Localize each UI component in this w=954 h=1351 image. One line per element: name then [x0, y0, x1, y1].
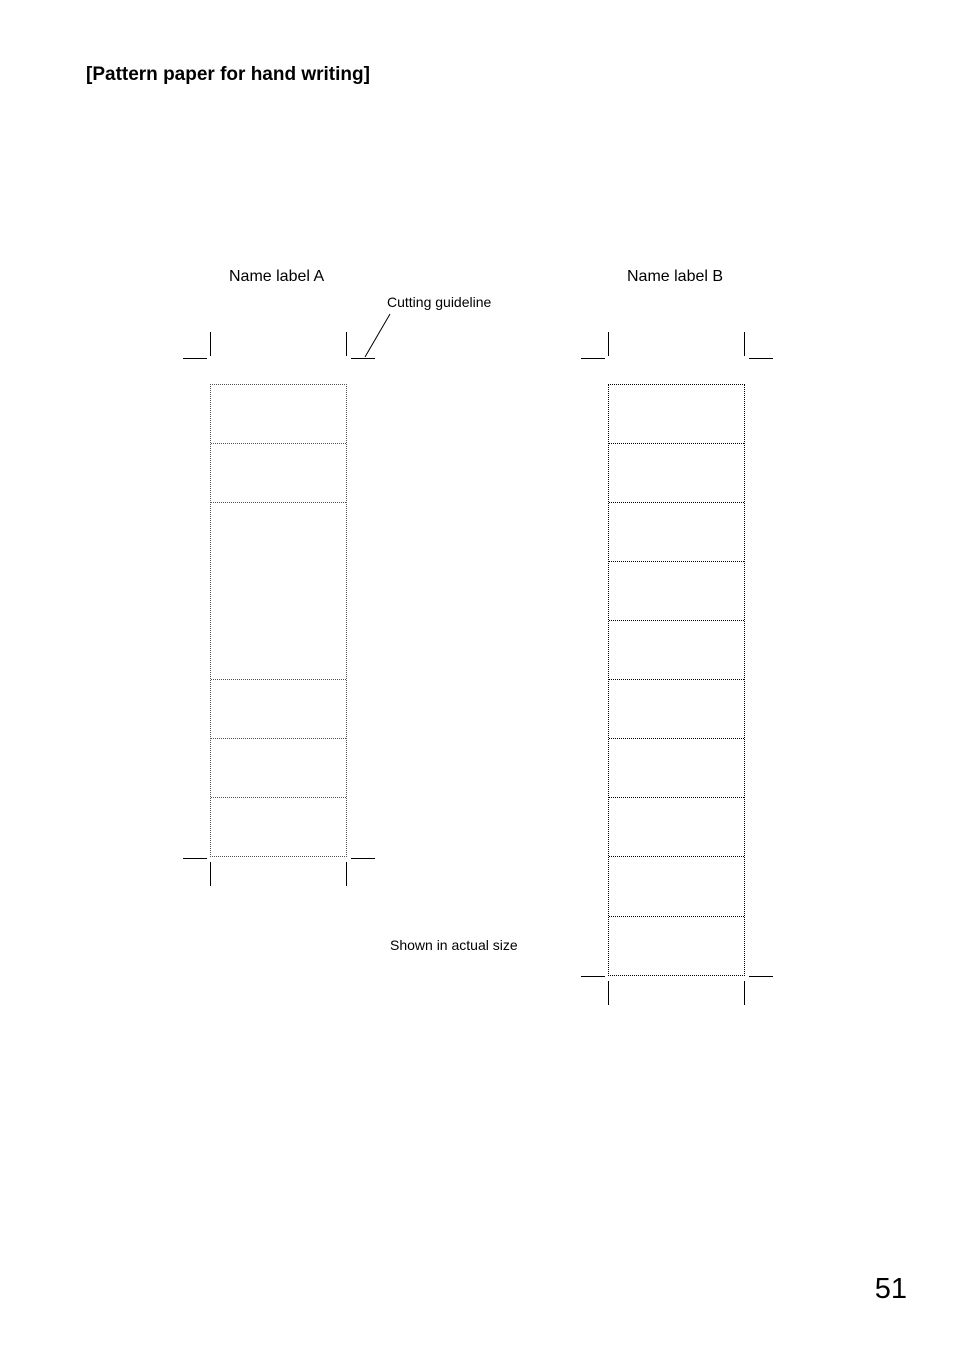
crop-mark [346, 332, 347, 356]
cell-divider [211, 797, 346, 798]
name-label-a-strip [210, 384, 347, 857]
cell-divider [609, 620, 744, 621]
cell-divider [609, 916, 744, 917]
crop-mark [744, 981, 745, 1005]
cell-divider [609, 679, 744, 680]
cell-divider [609, 502, 744, 503]
cell-divider [211, 502, 346, 503]
crop-mark [749, 976, 773, 977]
cell-divider [609, 856, 744, 857]
crop-mark [346, 862, 347, 886]
crop-mark [210, 332, 211, 356]
crop-mark [351, 858, 375, 859]
cell-divider [609, 443, 744, 444]
cell-divider [609, 561, 744, 562]
label-a-title: Name label A [229, 268, 325, 285]
crop-mark [749, 358, 773, 359]
actual-size-note: Shown in actual size [390, 937, 518, 953]
crop-mark [744, 332, 745, 356]
name-label-b-strip [608, 384, 745, 976]
cell-divider [609, 738, 744, 739]
cell-divider [609, 797, 744, 798]
cutting-guideline-caption: Cutting guideline [387, 294, 492, 310]
cell-divider [211, 738, 346, 739]
label-b-title: Name label B [627, 268, 724, 285]
crop-mark [183, 358, 207, 359]
cell-divider [211, 679, 346, 680]
cell-divider [211, 443, 346, 444]
crop-mark [351, 358, 375, 359]
page-number: 51 [874, 1273, 907, 1305]
crop-mark [608, 332, 609, 356]
crop-mark [210, 862, 211, 886]
crop-mark [581, 976, 605, 977]
crop-mark [608, 981, 609, 1005]
crop-mark [581, 358, 605, 359]
crop-mark [183, 858, 207, 859]
page-title: [Pattern paper for hand writing] [86, 64, 370, 85]
